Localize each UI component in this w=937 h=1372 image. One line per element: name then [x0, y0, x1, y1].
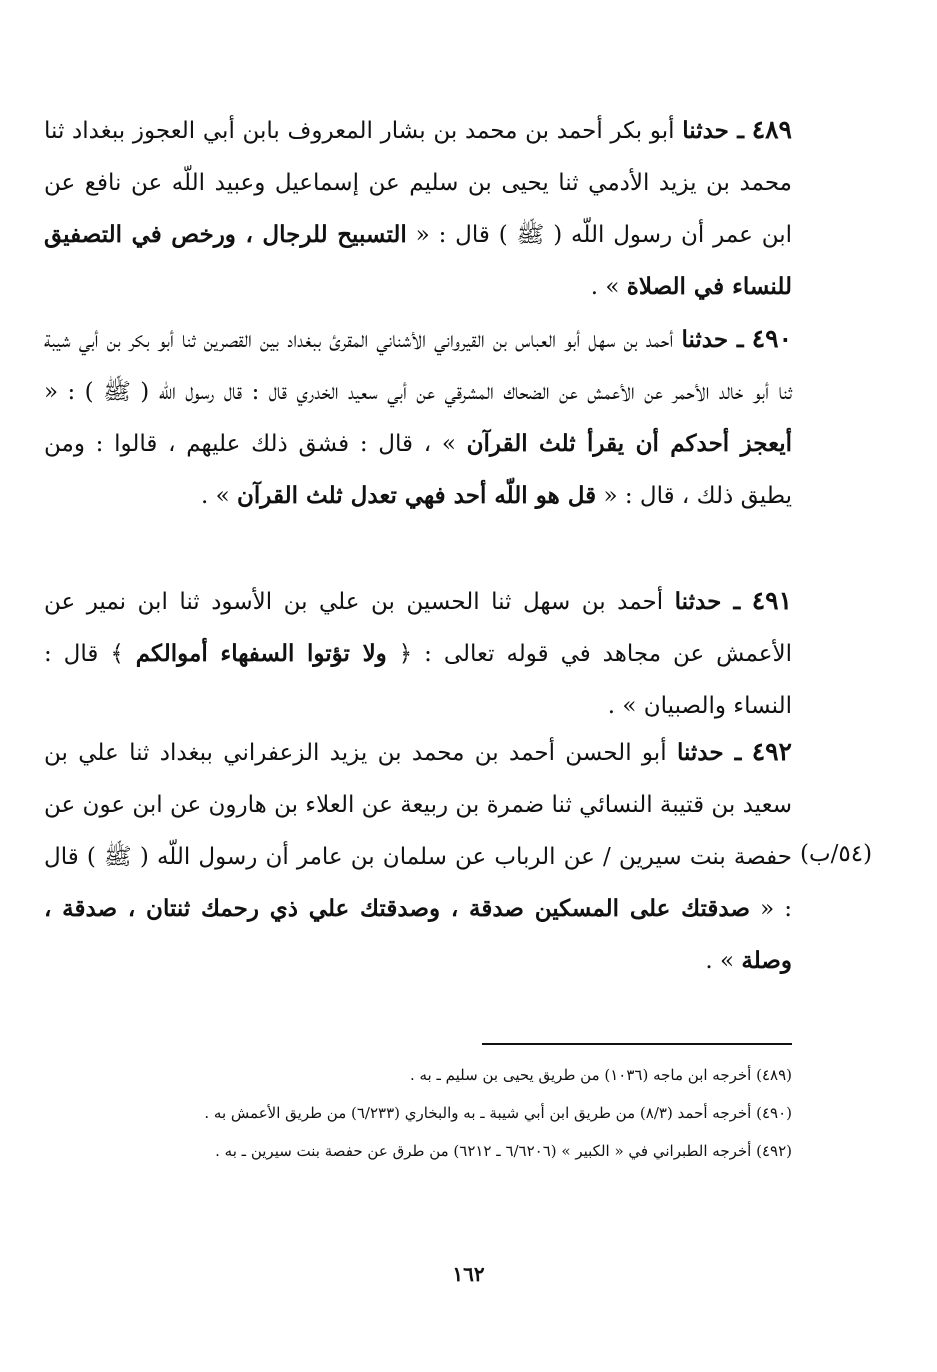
hadith-489 — [44, 104, 792, 313]
hadith-mid: » ، قال : فشق ذلك عليهم ، قالوا : ومن يطيق ذلك ، قال : « — [44, 431, 792, 509]
hadith-lead: ـ حدثنا — [676, 739, 742, 766]
hadith-quote: صدقتك على المسكين صدقة ، وصدقتك علي ذي رحمك ثنتان ، صدقة ، وصلة — [44, 895, 792, 974]
footnote-489: (٤٨٩) أخرجه ابن ماجه (١٠٣٦) من طريق يحيى بن سليم ـ به . — [409, 1066, 792, 1084]
footnote-divider — [482, 1043, 792, 1045]
hadith-lead: ـ حدثنا — [682, 117, 745, 144]
manuscript-folio-note: (٥٤/ب) — [800, 841, 873, 867]
hadith-quote: أيعجز أحدكم أن يقرأ ثلث القرآن — [466, 430, 793, 457]
hadith-text: أبو بكر أحمد بن محمد بن بشار المعروف بابن أبي العجوز ببغداد ثنا محمد بن يزيد الأدمي ثنا يحيى بن سليم عن إسماعيل وعبيد اللّه عن نافع عن ابن عمر أن رسول اللّه ( ﷺ ) قال : « — [44, 118, 793, 248]
hadith-tail: ﴾ قال : النساء والصبيان » . — [44, 641, 792, 719]
hadith-text: أبو الحسن أحمد بن محمد بن يزيد الزعفراني ببغداد ثنا علي بن سعيد بن قتيبة النسائي ثنا ضمرة بن ربيعة عن العلاء بن هارون عن ابن عون عن حفصة بنت سيرين / عن الرباب عن سلمان بن عامر أن رسول اللّه ( ﷺ ) قال : « — [44, 740, 792, 922]
hadith-490 — [44, 313, 792, 522]
page-number: ١٦٢ — [452, 1262, 485, 1286]
footnotes — [44, 1056, 792, 1170]
hadith-number: ٤٨٩ — [751, 115, 792, 144]
hadith-lead: ـ حدثنا — [674, 588, 741, 615]
hadith-text: أحمد بن سهل ثنا الحسين بن علي بن الأسود ثنا ابن نمير عن الأعمش عن مجاهد في قوله تعالى : ﴿ — [44, 589, 793, 667]
hadith-quote: ولا تؤتوا السفهاء أموالكم — [135, 640, 387, 667]
hadith-tail: » . — [200, 483, 230, 509]
hadith-quote-2: قل هو اللّه أحد فهي تعدل ثلث القرآن — [236, 482, 597, 509]
footnote-492: (٤٩٢) أخرجه الطبراني في « الكبير » (٦/٦٢٠٦ ـ ٦٢١٢) من طرق عن حفصة بنت سيرين ـ به . — [215, 1142, 792, 1160]
hadith-tail: » . — [705, 948, 735, 974]
hadith-lead: ـ حدثنا — [681, 326, 744, 353]
footnote-490: (٤٩٠) أخرجه أحمد (٨/٣) من طريق ابن أبي شيبة ـ به والبخاري (٦/٢٣٣) من طريق الأعمش به . — [204, 1104, 792, 1122]
hadith-492 — [44, 726, 792, 987]
hadith-tail: » . — [590, 274, 620, 300]
hadith-number: ٤٩١ — [751, 586, 793, 615]
hadith-number: ٤٩٠ — [751, 324, 793, 353]
hadith-quote: التسبيح للرجال ، ورخص في التصفيق للنساء في الصلاة — [44, 221, 792, 300]
hadith-number: ٤٩٢ — [751, 737, 792, 766]
hadith-text: أحمد بن سهل أبو العباس بن القيرواني الأشناني المقرئ ببغداد بين القصرين ثنا أبو بكر بن أبي شيبة ثنا أبو خالد الأحمر عن الأعمش عن الضحاك المشرقي عن أبي سعيد الخدري قال : قال رسول اللّه ( ﷺ ) : « — [44, 327, 792, 405]
hadith-491 — [44, 575, 792, 732]
